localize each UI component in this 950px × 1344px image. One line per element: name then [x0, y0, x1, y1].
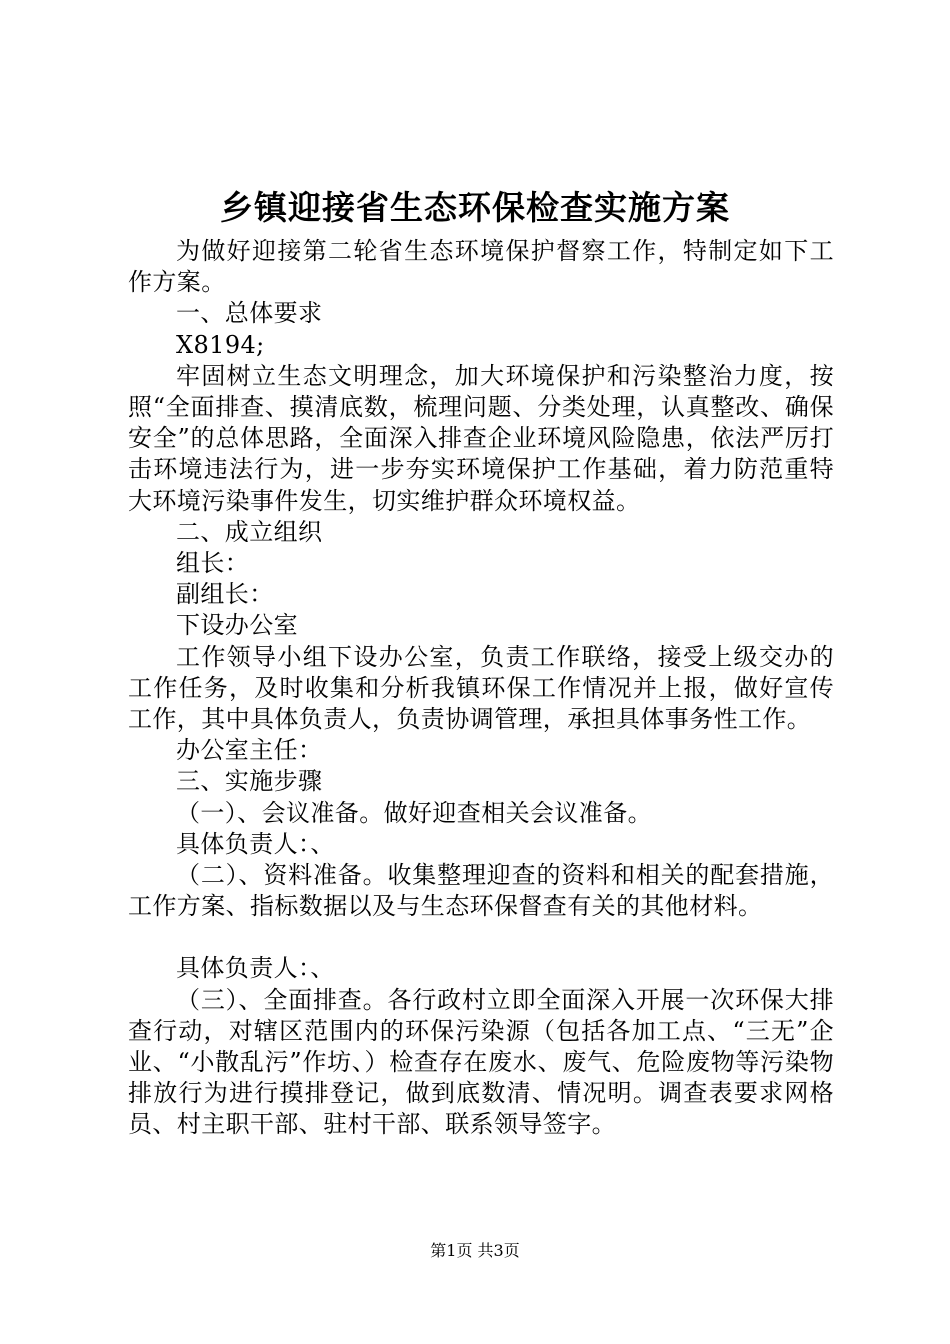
paragraph-code: X8194;	[176, 330, 265, 359]
document-body	[128, 236, 834, 1141]
paragraph-responsible-1: 具体负责人：、	[176, 829, 335, 858]
paragraph-step-materials: （二）、资料准备。收集整理迎查的资料和相关的配套措施，工作方案、指标数据以及与生态环保督查有关的其他材料。	[128, 861, 834, 921]
paragraph-requirements: 牢固树立生态文明理念，加大环境保护和污染整治力度，按照“全面排查、摸清底数，梳理问题、分类处理，认真整改、确保安全”的总体思路，全面深入排查企业环境风险隐患，依法严厉打击环境违法行为，进一步夯实环境保护工作基础，着力防范重特大环境污染事件发生，切实维护群众环境权益。	[128, 361, 834, 515]
paragraph-responsible-2: 具体负责人：、	[176, 954, 335, 983]
heading-general-requirements: 一、总体要求	[176, 299, 323, 328]
paragraph-intro: 为做好迎接第二轮省生态环境保护督察工作，特制定如下工作方案。	[128, 237, 834, 297]
page-footer: 第1页 共3页	[430, 1241, 520, 1260]
paragraph-office-duties: 工作领导小组下设办公室，负责工作联络，接受上级交办的工作任务，及时收集和分析我镇环保工作情况并上报，做好宣传工作，其中具体负责人，负责协调管理，承担具体事务性工作。	[128, 642, 834, 734]
paragraph-step-meeting: （一）、会议准备。做好迎查相关会议准备。	[176, 798, 652, 827]
paragraph-leader: 组长：	[176, 549, 250, 578]
paragraph-office-director: 办公室主任：	[176, 736, 323, 765]
paragraph-office: 下设办公室	[176, 611, 298, 640]
heading-organization: 二、成立组织	[176, 517, 323, 546]
document-title: 乡镇迎接省生态环保检查实施方案	[220, 188, 730, 227]
heading-implementation-steps: 三、实施步骤	[176, 767, 323, 796]
paragraph-step-inspection: （三）、全面排查。各行政村立即全面深入开展一次环保大排查行动，对辖区范围内的环保污染源（包括各加工点、“三无”企业、“小散乱污”作坊、）检查存在废水、废气、危险废物等污染物排放行为进行摸排登记，做到底数清、情况明。调查表要求网格员、村主职干部、驻村干部、联系领导签字。	[128, 985, 834, 1139]
paragraph-deputy-leader: 副组长：	[176, 580, 274, 609]
